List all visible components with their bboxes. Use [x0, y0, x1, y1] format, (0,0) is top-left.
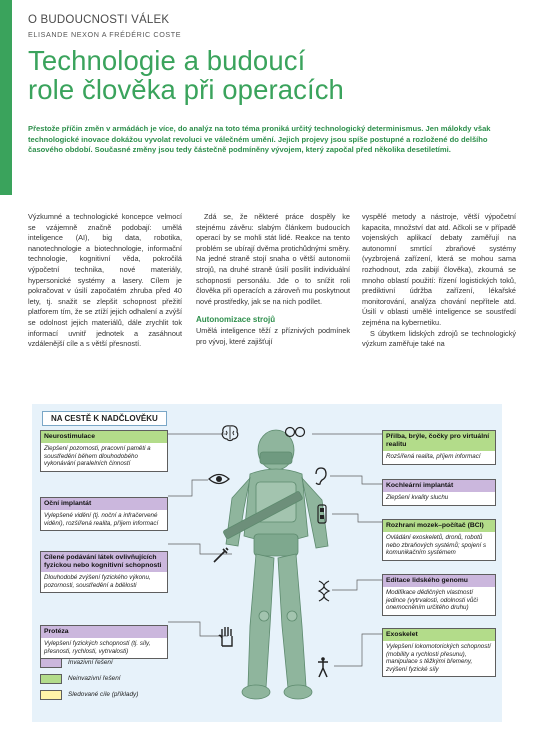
legend-label: Neinvazivní řešení — [68, 675, 121, 682]
legend-label: Invazivní řešení — [68, 659, 113, 666]
box-title: Protéza — [41, 626, 167, 638]
text-column-1 — [28, 212, 182, 350]
box-title: Exoskelet — [383, 629, 495, 641]
ear-icon — [312, 466, 328, 486]
infographic-title: NA CESTĚ K NADČLOVĚKU — [42, 411, 167, 426]
box-title: Editace lidského genomu — [383, 575, 495, 587]
section-kicker: O BUDOUCNOSTI VÁLEK — [28, 14, 170, 26]
box-body: Zlepšení pozornosti, pracovní paměti a soustředění během dlouhodobého vykonávání paralelních činností — [44, 445, 151, 468]
paragraph: Výzkumné a technologické koncepce velmocí se vzájemně značně podobají: umělá inteligence (AI), big data, robotika, nanotechnologie a biotechnologie, informační technologie, kognitivní věda, pokročilá výpočetní technika, nové materiály, hypersonické systémy a lasery. Cílem je pokračovat v úsilí započatém zhruba před 40 lety, tj. snažit se zlepšit schopnost přežití platforem tím, že se ztíží jejich odhalení a zvýší se odolnost jejich materiálů, dále zrychlit tok informací uvnitř jednotek a zasáhnout vzdálenější cíle a s větší přesností. — [28, 212, 182, 349]
article-title — [28, 46, 428, 104]
paragraph: vyspělé metody a nástroje, větší výpočetní kapacita, množství dat atd. Ačkoli se v případě vojenských aplikací debaty zaměřují na autonomní smrtící zbraňové systémy (vyzbrojená zařízení, která se mohou sama rozhodnout, zda zabijí člověka), zkoumá se mnoho oblastí použití: řízení logistických toků, prediktivní údržba zařízení, lékařské monitorování, analýza chování nepřítele atd. Úsilí v oblasti umělé inteligence se soustředí zejména na kybernetiku. — [362, 212, 516, 327]
exoskeleton-icon — [314, 656, 332, 678]
box-title: Neurostimulace — [41, 431, 167, 443]
box-bci — [382, 519, 496, 561]
box-genome-editing — [382, 574, 496, 616]
title-line-2: role člověka při operacích — [28, 74, 344, 105]
dna-icon — [316, 580, 332, 602]
article-lead: Přestože příčin změn v armádách je více, do analýz na toto téma proniká určitý technologický determinismus. Jen málokdy však technologické inovace dokážou vyvolat revoluci ve válečném umění. Jejich projevy jsou spíše postupné a rozložené do delšího časového období. Současné změny jsou tedy částečně podmíněny vývojem, který započal před několika desetiletími. — [28, 124, 491, 154]
text-column-2 — [196, 212, 350, 347]
brain-icon — [220, 424, 240, 442]
glasses-icon — [284, 424, 306, 438]
legend-item-targets — [40, 688, 168, 701]
infographic — [32, 404, 502, 722]
title-line-1: Technologie a budoucí — [28, 45, 306, 76]
box-prosthesis — [40, 625, 168, 659]
box-title: Rozhraní mozek–počítač (BCI) — [383, 520, 495, 532]
legend-item-noninvasive — [40, 672, 168, 685]
eye-icon — [208, 472, 230, 486]
subheading: Autonomizace strojů — [196, 315, 276, 325]
box-neurostimulation — [40, 430, 168, 472]
box-body: Rozšířená realita, příjem informací — [386, 453, 481, 460]
legend-label: Sledované cíle (příklady) — [68, 691, 139, 698]
box-body: Ovládání exoskeletů, dronů, robotů nebo zbraňových systémů; spojení s komunikačním systémem — [386, 534, 487, 557]
box-cochlear-implant — [382, 479, 496, 506]
box-targeted-substances — [40, 551, 168, 593]
hand-prosthesis-icon — [218, 626, 236, 648]
paragraph: Umělá inteligence těží z příznivých podmínek pro vývoj, které zajišťují — [196, 325, 350, 346]
box-body: Vylepšené vidění (tj. noční a infračervené vidění), rozšířená realita, příjem informací — [44, 512, 159, 527]
box-exoskeleton — [382, 628, 496, 677]
syringe-icon — [212, 544, 232, 564]
box-title: Kochleární implantát — [383, 480, 495, 492]
box-title: Oční implantát — [41, 498, 167, 510]
legend-swatch — [40, 658, 62, 668]
legend-swatch — [40, 674, 62, 684]
paragraph: Zdá se, že některé práce dospěly ke stejnému závěru: slabým článkem budoucích operací by se mohli stát lidé. Reakce na tento problém se ubírají dvěma protichůdnými směry. Na jedné straně stojí snaha o větší autonomii strojů, na druhé straně úsilí posílit individuální schopnosti personálu. Jde o to snížit roli člověka při operacích a zároveň mu poskytnout nové prostředky, jak se na nich podílet. — [196, 212, 350, 306]
box-body: Zlepšení kvality sluchu — [386, 494, 449, 501]
box-title: Cílené podávání látek ovlivňujících fyzickou nebo kognitivní schopnosti — [41, 552, 167, 572]
text-column-3 — [362, 212, 516, 350]
section-color-bar — [0, 0, 12, 195]
box-eye-implant — [40, 497, 168, 531]
legend-item-invasive — [40, 656, 168, 669]
box-body: Modifikace dědičných vlastností jedince (vytrvalosti, odolnosti vůči onemocněním určitého druhu) — [386, 589, 478, 612]
box-title: Přilba, brýle, čočky pro virtuální realitu — [383, 431, 495, 451]
box-body: Vylepšení lokomotorických schopností (mobility a rychlosti přesunu), manipulace s těžkými břemeny, zvýšení fyzické síly — [386, 643, 491, 673]
chip-icon — [316, 504, 328, 524]
paragraph: S úbytkem lidských zdrojů se technologický výzkum zaměřuje také na — [362, 328, 516, 349]
legend-swatch — [40, 690, 62, 700]
article-authors: ELISANDE NEXON A FRÉDÉRIC COSTE — [28, 30, 182, 39]
box-vr-helmet — [382, 430, 496, 465]
box-body: Vylepšení fyzických schopností (tj. síly, přesnosti, rychlosti, vytrvalosti) — [44, 640, 151, 655]
legend — [40, 656, 168, 704]
box-body: Dlouhodobé zvýšení fyzického výkonu, pozornosti, soustředění a bdělosti — [44, 574, 151, 589]
